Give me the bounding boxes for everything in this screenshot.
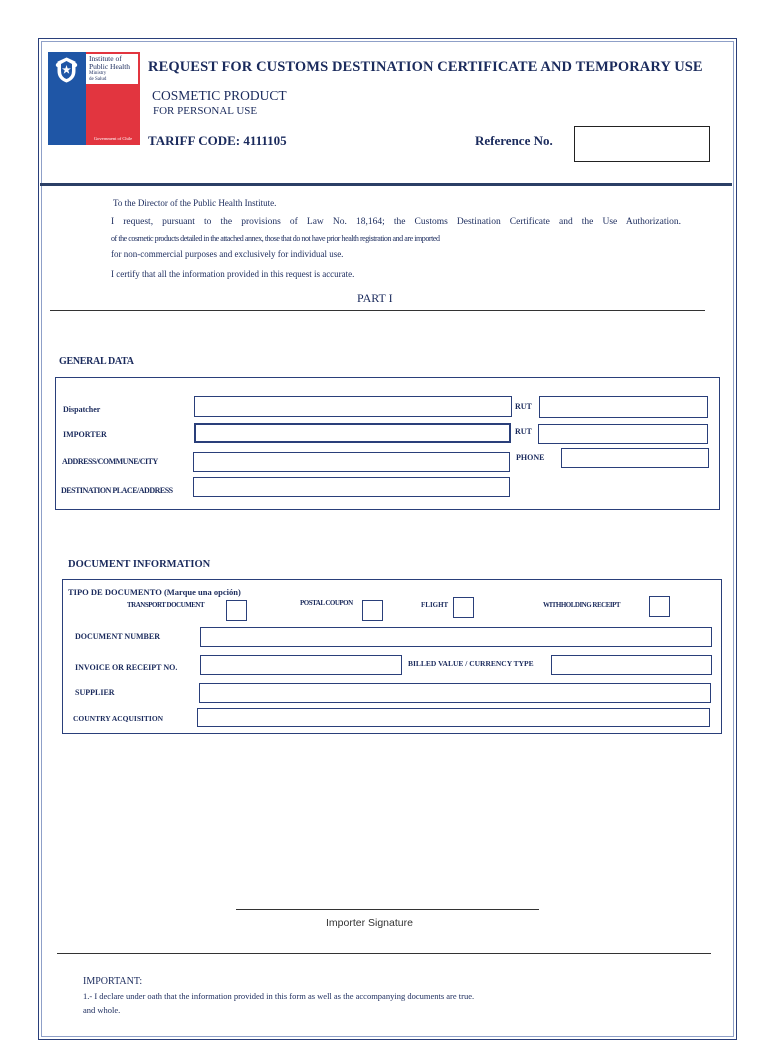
- part-label: PART I: [357, 291, 393, 305]
- phone-label: PHONE: [516, 453, 545, 462]
- rut-label-dispatcher: RUT: [515, 402, 532, 411]
- signature-line: [236, 909, 539, 910]
- document-number-label: DOCUMENT NUMBER: [75, 632, 160, 641]
- invoice-field[interactable]: [200, 655, 402, 675]
- document-number-field[interactable]: [200, 627, 712, 647]
- withholding-receipt-checkbox[interactable]: [649, 596, 670, 617]
- document-type-label: TIPO DE DOCUMENTO (Marque una opción): [68, 587, 241, 597]
- billed-value-label: BILLED VALUE / CURRENCY TYPE: [408, 659, 534, 668]
- rut-field-dispatcher[interactable]: [539, 396, 708, 418]
- coat-of-arms-icon: [53, 56, 80, 84]
- option-label-flight: FLIGHT: [421, 601, 449, 609]
- phone-field[interactable]: [561, 448, 709, 468]
- postal-coupon-checkbox[interactable]: [362, 600, 383, 621]
- form-title: REQUEST FOR CUSTOMS DESTINATION CERTIFICATE AND TEMPORARY USE: [148, 59, 703, 75]
- intro-addressee: To the Director of the Public Health Institute.: [113, 198, 277, 208]
- flight-checkbox[interactable]: [453, 597, 474, 618]
- footer-divider: [57, 953, 711, 954]
- intro-certify: I certify that all the information provided in this request is accurate.: [111, 269, 355, 279]
- address-label: ADDRESS/COMMUNE/CITY: [62, 457, 158, 466]
- country-label: COUNTRY ACQUISITION: [73, 714, 164, 723]
- importer-field[interactable]: [194, 423, 511, 443]
- header-divider: [40, 183, 732, 186]
- rut-field-importer[interactable]: [538, 424, 708, 444]
- general-data-title: GENERAL DATA: [59, 356, 134, 367]
- option-label-postal: POSTAL COUPON: [300, 599, 353, 607]
- address-field[interactable]: [193, 452, 510, 472]
- part-divider: [50, 310, 705, 311]
- transport-document-checkbox[interactable]: [226, 600, 247, 621]
- supplier-field[interactable]: [199, 683, 711, 703]
- reference-number-field[interactable]: [574, 126, 710, 162]
- intro-line-2: of the cosmetic products detailed in the attached annex, those that do not have prior health registration and are imported: [111, 234, 440, 243]
- option-label-transport: TRANSPORT DOCUMENT: [127, 601, 205, 609]
- supplier-label: SUPPLIER: [75, 688, 115, 697]
- government-label: Government of Chile: [93, 136, 133, 141]
- rut-label-importer: RUT: [515, 427, 532, 436]
- document-info-title: DOCUMENT INFORMATION: [68, 559, 211, 570]
- form-subtitle: COSMETIC PRODUCT: [152, 88, 287, 103]
- important-line-2: and whole.: [83, 1005, 121, 1015]
- tariff-code: TARIFF CODE: 4111105: [148, 133, 287, 148]
- importer-label: IMPORTER: [63, 430, 107, 439]
- intro-line-3: for non-commercial purposes and exclusively for individual use.: [111, 249, 344, 259]
- important-title: IMPORTANT:: [83, 976, 143, 987]
- option-label-withholding: WITHHOLDING RECEIPT: [543, 601, 621, 609]
- logo-label: Institute of Public Health Ministry de Salud: [86, 54, 138, 84]
- dispatcher-field[interactable]: [194, 396, 512, 417]
- form-frame: [38, 38, 737, 1040]
- invoice-label: INVOICE OR RECEIPT NO.: [75, 663, 178, 672]
- institute-logo: [48, 52, 140, 145]
- intro-line-1: I request, pursuant to the provisions of Law No. 18,164; the Customs Destination Certificate and the Use Authorization.: [111, 217, 681, 227]
- billed-value-field[interactable]: [551, 655, 712, 675]
- form-subtitle-personal-use: FOR PERSONAL USE: [153, 105, 258, 117]
- country-field[interactable]: [197, 708, 710, 727]
- reference-label: Reference No.: [475, 133, 553, 148]
- dispatcher-label: Dispatcher: [63, 405, 101, 414]
- destination-label: DESTINATION PLACE/ADDRESS: [61, 486, 173, 495]
- important-line-1: 1.- I declare under oath that the information provided in this form as well as the accompanying documents are true.: [83, 991, 475, 1001]
- signature-label: Importer Signature: [326, 917, 413, 929]
- destination-field[interactable]: [193, 477, 510, 497]
